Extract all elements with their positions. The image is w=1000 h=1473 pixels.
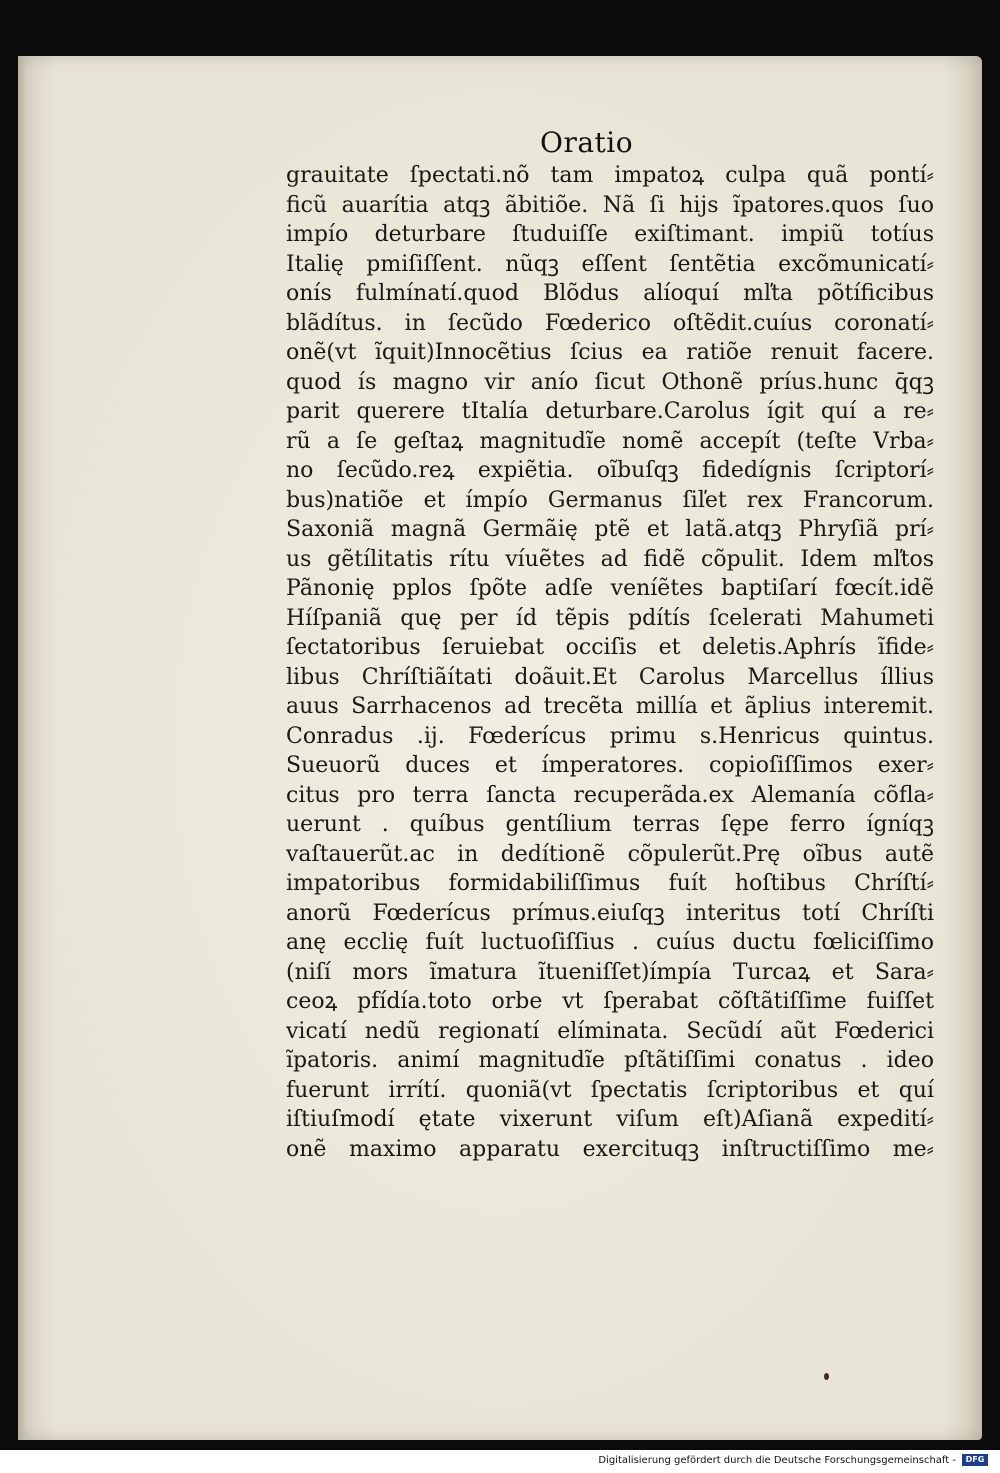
text-line: no ſecũdo.reꝝ expiẽtia. oĩbuſqꝫ fidedígnis ſcriptorí⸗	[286, 458, 934, 483]
text-line: ĩpatoris. animí magnitudĩe pſtãtiſſimi conatus . ideo	[286, 1048, 934, 1073]
ink-dot-mark	[824, 1373, 829, 1380]
text-line: libus Chríſtiãítati doãuit.Et Carolus Marcellus íllius	[286, 664, 934, 690]
running-title: Oratio	[540, 126, 634, 159]
text-line: Saxoniã magnã Germãię ptẽ et latã.atqꝫ Phryſiã prí⸗	[286, 517, 934, 542]
text-line: quod ís magno vir anío ſicut Othonẽ príus.hunc q̄qꝫ	[286, 369, 934, 395]
text-line: iſtiuſmodí ętate vixerunt viſum eſt)Aſianã expedití⸗	[286, 1107, 934, 1132]
body-text	[286, 161, 934, 1164]
text-line: grauitate ſpectati.nõ tam impatoꝝ culpa quã pontí⸗	[286, 163, 934, 188]
text-line: ficũ auarítia atqꝫ ãbitiõe. Nã ſi hijs ĩpatores.quos ſuo	[286, 192, 934, 218]
text-line: blãdítus. in ſecũdo Fœderico oſtẽdit.cuíus coronatí⸗	[286, 310, 934, 336]
text-line: (niſí mors ĩmatura ĩtueniſſet)ímpía Turcaꝝ et Sara⸗	[286, 959, 934, 985]
text-line: Sueuorũ duces et ímperatores. copioſiſſimos exer⸗	[286, 753, 934, 778]
dfg-logo: DFG	[962, 1454, 988, 1466]
text-line: onẽ(vt ĩquit)Innocẽtius ſcius ea ratiõe renuit facere.	[286, 340, 934, 365]
text-line: anę ecclię fuít luctuoſiſſius . cuíus ductu fœliciſſimo	[286, 930, 934, 955]
page-gutter-shadow	[18, 56, 26, 1440]
text-line: Pãnonię pplos ſpõte adſe veníẽtes baptiſarí fœcít.idẽ	[286, 576, 934, 601]
text-line: citus pro terra ſancta recuperãda.ex Alemanía cõfla⸗	[286, 782, 934, 808]
text-line: Conradus .ij. Fœderícus primu s.Henricus quintus.	[286, 723, 934, 749]
digitization-credit: Digitalisierung gefördert durch die Deutsche Forschungsgemeinschaft -	[598, 1455, 956, 1466]
text-line: rũ a ſe geſtaꝝ magnitudĩe nomẽ accepít (teſte Vrba⸗	[286, 428, 934, 454]
text-line: impatoribus formidabiliſſimus fuít hoſtibus Chríſtí⸗	[286, 871, 934, 896]
text-line: vaſtauerũt.ac in dedítionẽ cõpulerũt.Prę oĩbus autẽ	[286, 841, 934, 867]
text-line: us gẽtílitatis rítu víuẽtes ad fidẽ cõpulit. Idem mľtos	[286, 546, 934, 572]
text-line: auus Sarrhacenos ad trecẽta millía et ãplius interemit.	[286, 694, 934, 719]
text-line: vicatí nedũ regionatí elíminata. Secũdí aũt Fœderici	[286, 1018, 934, 1044]
text-line: anorũ Fœderícus prímus.eiuſqꝫ interitus totí Chríſti	[286, 900, 934, 926]
text-line: Italię pmiſiſſent. nũqꝫ eſſent ſentẽtia excõmunicatí⸗	[286, 251, 934, 277]
text-line: uerunt . quíbus gentílium terras ſępe ferro ígníqꝫ	[286, 812, 934, 837]
text-line: impío deturbare ſtuduiſſe exiſtimant. impiũ totíus	[286, 222, 934, 247]
text-line: Híſpaniã quę per íd tẽpis pdítís ſcelerati Mahumeti	[286, 605, 934, 631]
text-line: ſectatoribus ſeruiebat occiſis et deletis.Aphrís ĩfide⸗	[286, 635, 934, 660]
text-line: bus)natiõe et ímpío Germanus ſiľet rex Francorum.	[286, 487, 934, 513]
text-line: ceoꝝ pfídía.toto orbe vt ſperabat cõſtãtiſſime fuiſſet	[286, 989, 934, 1014]
text-line: parit querere tItalía deturbare.Carolus ígit quí a re⸗	[286, 399, 934, 424]
text-line: onẽ maximo apparatu exercituqꝫ inſtructiſſimo me⸗	[286, 1136, 934, 1162]
text-line: fuerunt irrítí. quoniã(vt ſpectatis ſcriptoribus et quí	[286, 1077, 934, 1103]
text-line: onís fulmínatí.quod Blõdus alíoquí mľta põtíficibus	[286, 281, 934, 306]
